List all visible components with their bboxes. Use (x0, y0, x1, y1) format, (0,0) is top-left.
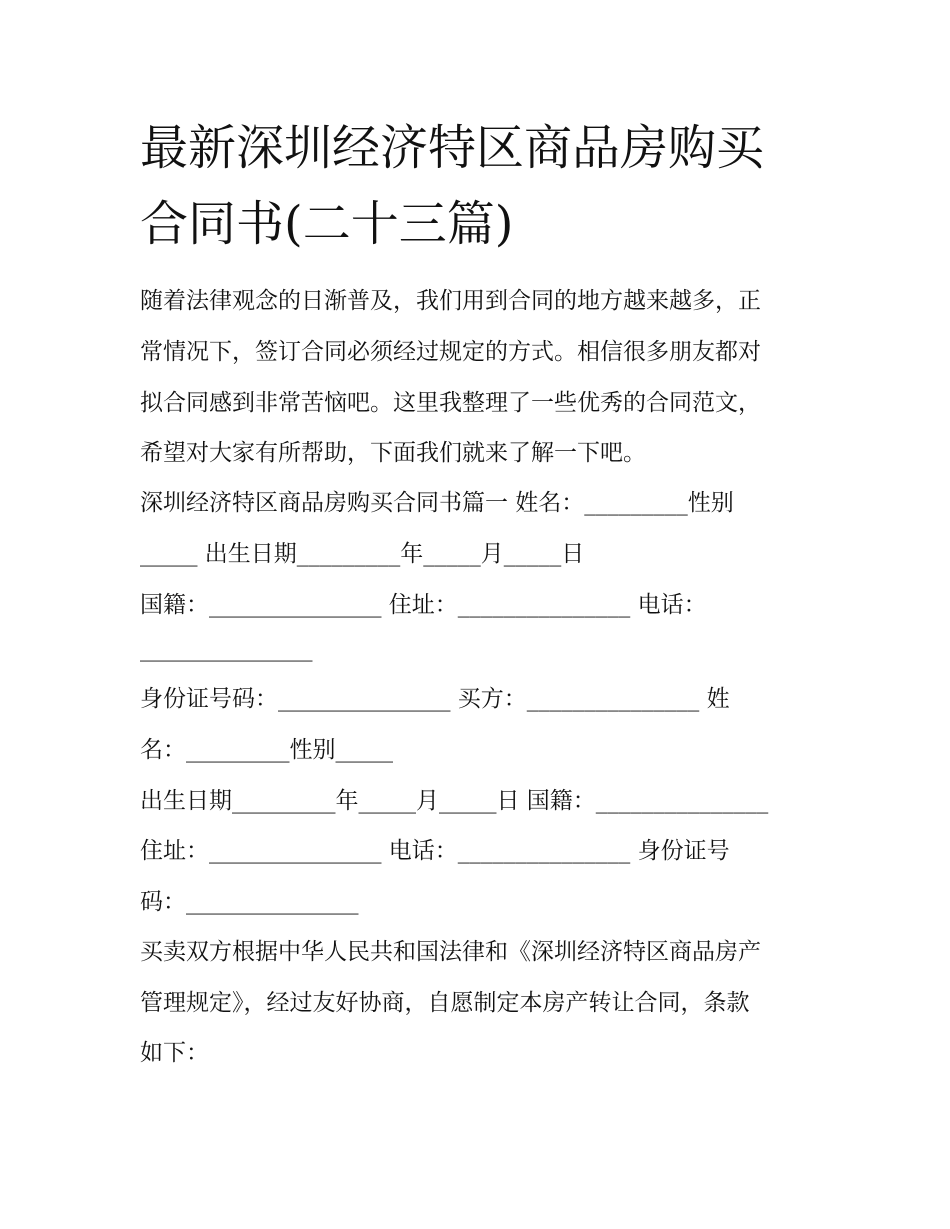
seller-phone-blank-line: _______________ (140, 636, 313, 662)
document-title-line-2: 合同书(二十三篇) (140, 196, 514, 252)
seller-birthdate-line: _____ 出生日期_________年_____月_____日 (140, 541, 585, 567)
document-title-line-1: 最新深圳经济特区商品房购买 (140, 120, 765, 176)
id-buyer-line: 身份证号码：_______________ 买方：_______________ 姓 (140, 686, 730, 712)
buyer-name-line: 名：_________性别_____ (140, 737, 393, 763)
section-heading-line: 深圳经济特区商品房购买合同书篇一 姓名：_________性别 (140, 490, 734, 516)
buyer-id-line: 码：_______________ (140, 889, 359, 915)
agreement-line-3: 如下： (140, 1040, 209, 1066)
buyer-address-line: 住址：_______________ 电话：_______________ 身份证号 (140, 838, 730, 864)
body-line-4: 希望对大家有所帮助，下面我们就来了解一下吧。 (140, 440, 646, 466)
body-line-3: 拟合同感到非常苦恼吧。这里我整理了一些优秀的合同范文， (140, 390, 761, 416)
agreement-line-2: 管理规定》，经过友好协商，自愿制定本房产转让合同，条款 (140, 990, 750, 1016)
seller-nationality-line: 国籍：_______________ 住址：_______________ 电话： (140, 592, 707, 618)
buyer-birthdate-line: 出生日期_________年_____月_____日 国籍：_______________ (140, 788, 769, 814)
body-line-2: 常情况下，签订合同必须经过规定的方式。相信很多朋友都对 (140, 339, 761, 365)
body-line-1: 随着法律观念的日渐普及，我们用到合同的地方越来越多，正 (140, 288, 761, 314)
agreement-line-1: 买卖双方根据中华人民共和国法律和《深圳经济特区商品房产 (140, 939, 761, 965)
